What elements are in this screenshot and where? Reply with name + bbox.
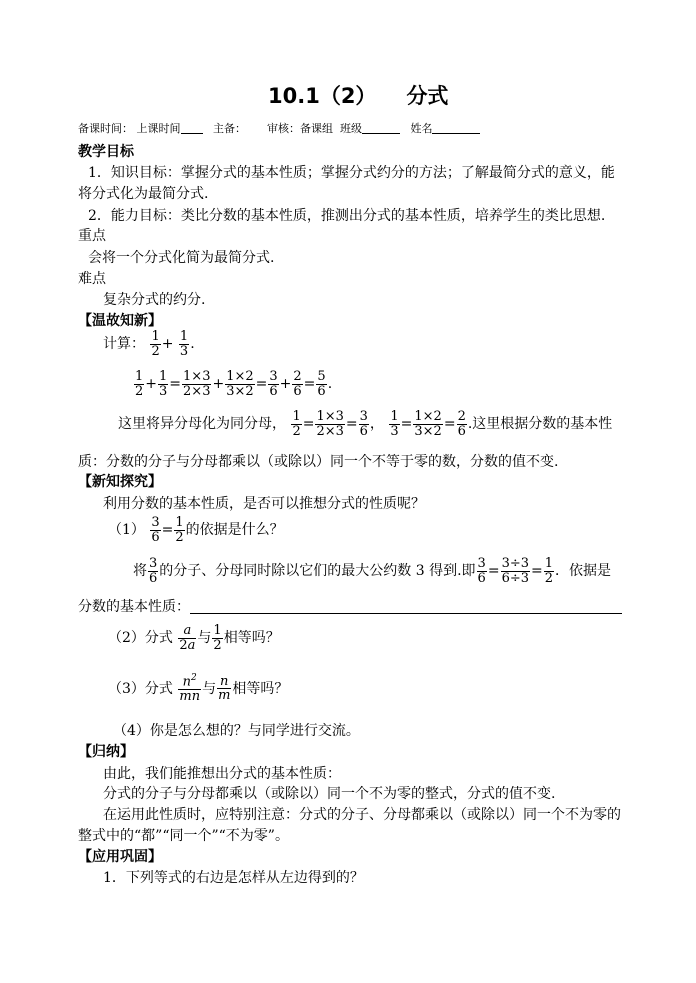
fraction: $\frac{1\times 2}{3\times 2}$ xyxy=(414,409,442,439)
fraction: $\frac{5}{6}$ xyxy=(317,369,326,399)
q1-answer: 将 $\frac{3}{6}$ 的分子、分母同时除以它们的最大公约数 3 得到.即 $\frac{3}{6}$ = $\frac{3\div 3}{6\div 3}$ = $\frac{1}{2}$ ．依据是 xyxy=(133,556,612,586)
explanation-c: 质：分数的分子与分母都乘以（或除以）同一个不等于零的数，分数的值不变. xyxy=(78,454,559,470)
q1-suffix: 的依据是什么？ xyxy=(185,522,284,539)
explanation-line: 这里将异分母化为同分母， $\frac{1}{2}$ = $\frac{1\times 3}{2\times 3}$ = $\frac{3}{6}$ ， $\frac{1}{3}$ = $\frac{1\times 2}{3\times 2}$ = $\frac{2}{6}$ .这里根据分数的基本性 xyxy=(118,409,613,439)
page-title xyxy=(268,86,448,107)
goal-2: 2．能力目标：类比分数的基本性质，推测出分式的基本性质，培养学生的类比思想. xyxy=(88,208,606,224)
fraction: $\frac{1}{2}$ xyxy=(175,515,184,545)
fraction: $\frac{1}{2}$ xyxy=(213,623,222,653)
goal-1-line-a: 1．知识目标：掌握分式的基本性质；掌握分式约分的方法；了解最简分式的意义，能 xyxy=(88,165,615,181)
meta-name: 姓名 xyxy=(410,122,433,135)
summary-line-2: 分式的分子与分母都乘以（或除以）同一个不为零的整式，分式的值不变. xyxy=(103,786,556,802)
fraction: $\frac{a}{2a}$ xyxy=(179,623,196,653)
explanation-b: 这里根据分数的基本性 xyxy=(472,416,613,433)
fraction: $\frac{3}{6}$ xyxy=(269,369,278,399)
meta-class-time: 上课时间 xyxy=(136,122,181,135)
q3-label: （3）分式 xyxy=(108,680,173,697)
fraction: $\frac{3}{6}$ xyxy=(151,515,160,545)
apply-heading: 【应用巩固】 xyxy=(78,849,162,865)
q3-mid: 与 xyxy=(202,680,217,697)
explore-intro: 利用分数的基本性质，是否可以推想分式的性质呢？ xyxy=(103,496,425,512)
q2-label: （2）分式 xyxy=(108,630,173,647)
summary-line-3: 在运用此性质时，应特别注意：分式的分子、分母都乘以（或除以）同一个不为零的 xyxy=(103,807,621,823)
meta-class: 班级 xyxy=(339,122,362,135)
summary-line-4: 整式中的“都”“同一个”“不为零”。 xyxy=(78,828,289,844)
name-blank[interactable] xyxy=(432,133,480,134)
calc-label: 计算： xyxy=(103,336,145,353)
answer-blank[interactable] xyxy=(190,613,622,614)
calc-line: 计算： $\frac{1}{2}$ + $\frac{1}{3}$ . xyxy=(103,329,195,359)
q2-mid: 与 xyxy=(197,630,212,647)
goal-1-line-b: 将分式化为最简分式. xyxy=(78,186,209,202)
calc-equation: $\frac{1}{2}$ + $\frac{1}{3}$ = $\frac{1\times 3}{2\times 3}$ + $\frac{1\times 2}{3\times 2}$ = $\frac{3}{6}$ + $\frac{2}{6}$ = $\frac{5}{6}$ . xyxy=(135,369,333,399)
fraction: $\frac{1}{2}$ xyxy=(151,329,160,359)
key-text: 会将一个分式化简为最简分式. xyxy=(88,250,275,266)
question-1: （1） $\frac{3}{6}$ = $\frac{1}{2}$ 的依据是什么？ xyxy=(108,515,284,545)
fraction: $\frac{1}{3}$ xyxy=(390,409,399,439)
fraction: $\frac{1\times 2}{3\times 2}$ xyxy=(226,369,254,399)
fraction: $\frac{n}{m}$ xyxy=(218,673,231,704)
fraction: $\frac{1}{2}$ xyxy=(292,409,301,439)
fraction: $\frac{1}{2}$ xyxy=(544,556,554,586)
fraction: $\frac{2}{6}$ xyxy=(457,409,466,439)
q3-suffix: 相等吗？ xyxy=(232,680,289,697)
question-2 xyxy=(108,624,280,652)
hard-label: 难点 xyxy=(78,271,106,287)
q1-answer-c: ．依据是 xyxy=(555,563,612,580)
class-time-blank[interactable] xyxy=(181,133,203,134)
fraction: $\frac{1}{3}$ xyxy=(159,369,168,399)
q1-answer-line xyxy=(78,600,622,614)
hard-text: 复杂分式的约分. xyxy=(103,292,206,308)
fraction: $\frac{1\times 3}{2\times 3}$ xyxy=(183,369,211,399)
explanation-a: 这里将异分母化为同分母， xyxy=(118,416,286,433)
q1-label: （1） xyxy=(108,522,145,539)
question-4: （4）你是怎么想的？与同学进行交流。 xyxy=(113,723,360,739)
q1-answer-b: 的分子、分母同时除以它们的最大公约数 3 得到.即 xyxy=(159,563,476,580)
key-label: 重点 xyxy=(78,228,106,244)
meta-lead: 主备： xyxy=(213,122,246,135)
q1-answer-a: 将 xyxy=(133,563,147,580)
fraction: $\frac{n^2}{mn}$ xyxy=(179,673,201,704)
question-3 xyxy=(108,674,288,704)
apply-question-1: 1．下列等式的右边是怎样从左边得到的？ xyxy=(103,870,364,886)
summary-line-1: 由此，我们能推想出分式的基本性质： xyxy=(103,766,341,782)
fraction: $\frac{3}{6}$ xyxy=(149,556,158,586)
review-heading: 【温故知新】 xyxy=(78,313,162,329)
title-number: 10.1（2） xyxy=(268,84,377,108)
explore-heading: 【新知探究】 xyxy=(78,474,162,490)
fraction: $\frac{1}{2}$ xyxy=(135,369,144,399)
fraction: $\frac{1}{3}$ xyxy=(179,329,189,359)
fraction: $\frac{3}{6}$ xyxy=(477,556,486,586)
meta-line xyxy=(78,123,480,134)
q1-answer-d: 分数的基本性质： xyxy=(78,599,190,615)
class-blank[interactable] xyxy=(362,133,400,134)
summary-heading: 【归纳】 xyxy=(78,744,134,760)
fraction: $\frac{3}{6}$ xyxy=(359,409,368,439)
meta-prep-time: 备课时间： xyxy=(78,122,133,135)
goals-heading: 教学目标 xyxy=(78,144,134,160)
fraction: $\frac{1\times 3}{2\times 3}$ xyxy=(316,409,344,439)
q2-suffix: 相等吗？ xyxy=(223,630,280,647)
fraction: $\frac{3\div 3}{6\div 3}$ xyxy=(501,556,529,586)
meta-review: 审核：备课组 xyxy=(266,122,333,135)
fraction: $\frac{2}{6}$ xyxy=(293,369,302,399)
title-text: 分式 xyxy=(406,84,449,108)
